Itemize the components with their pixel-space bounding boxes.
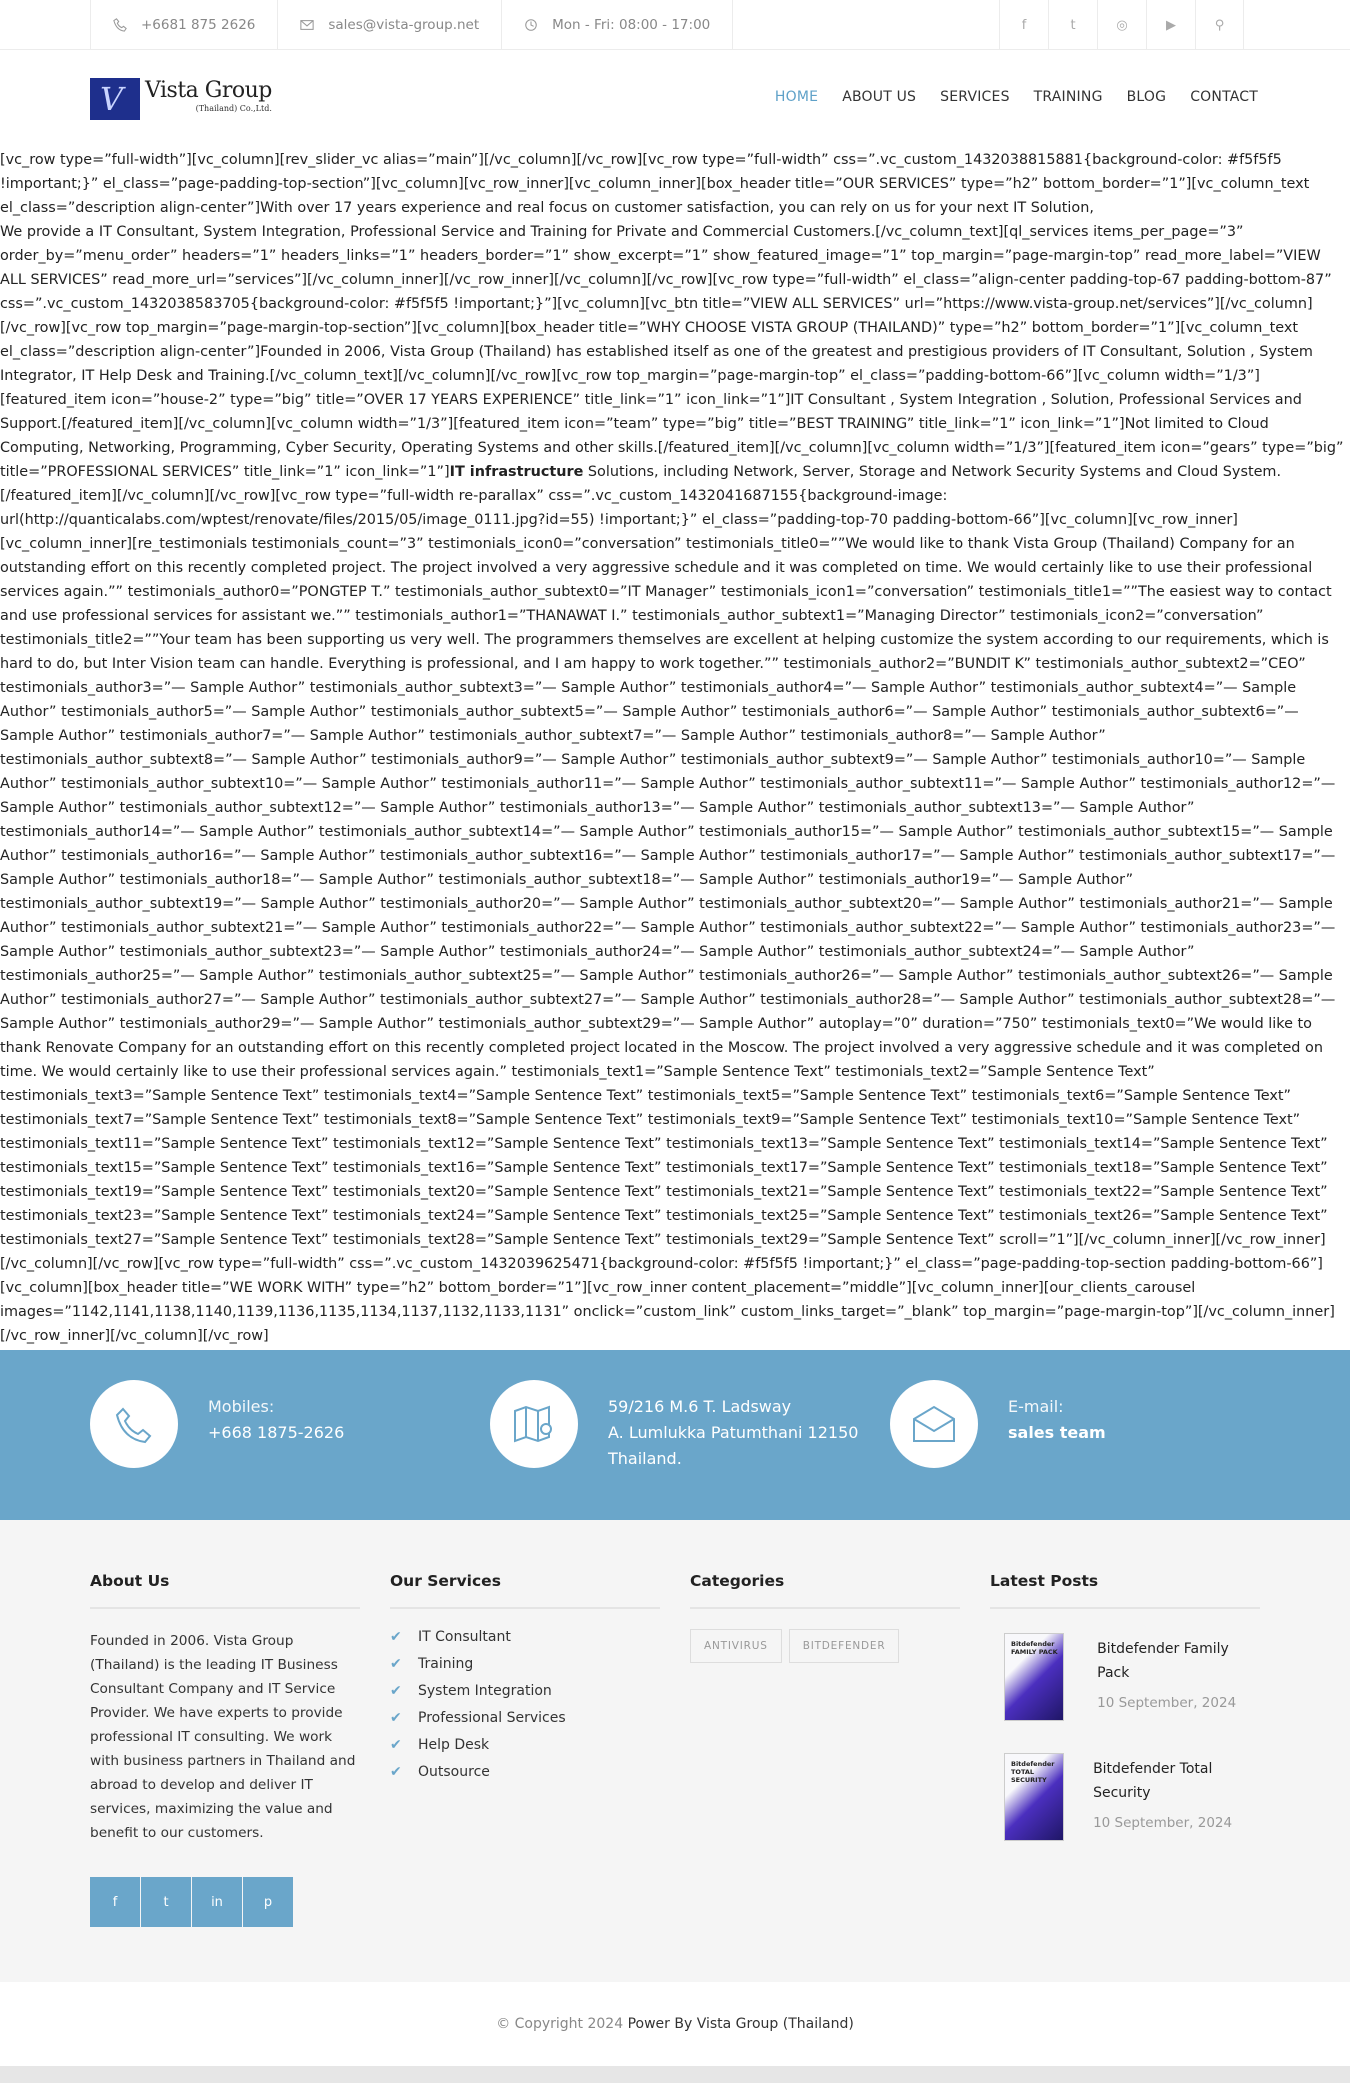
categories-heading: Categories xyxy=(690,1572,960,1609)
post-thumbnail[interactable] xyxy=(990,1749,1071,1847)
envelope-icon xyxy=(300,18,314,32)
email-label: E-mail: xyxy=(1008,1397,1064,1416)
pinterest-icon[interactable]: p xyxy=(243,1877,293,1927)
copyright-prefix: © Copyright 2024 xyxy=(496,2016,624,2032)
topbar-phone-text: +6681 875 2626 xyxy=(141,17,256,33)
youtube-icon[interactable]: ▶ xyxy=(1146,0,1195,50)
copyright-bar xyxy=(0,1982,1350,2066)
product-box-text: Bitdefender FAMILY PACK xyxy=(1011,1640,1058,1656)
service-item[interactable] xyxy=(390,1764,660,1780)
service-label: System Integration xyxy=(418,1683,552,1699)
product-box-image xyxy=(1004,1633,1064,1721)
contact-mobile-text xyxy=(208,1394,344,1468)
copyright-owner-link[interactable]: Power By Vista Group (Thailand) xyxy=(627,2016,854,2032)
twitter-icon[interactable]: t xyxy=(1048,0,1097,50)
top-bar xyxy=(0,0,1350,50)
raw-bold-text: IT infrastructure xyxy=(449,464,584,480)
topbar-phone[interactable] xyxy=(90,0,277,50)
topbar-hours xyxy=(501,0,733,50)
mobile-label: Mobiles: xyxy=(208,1397,275,1416)
twitter-icon[interactable]: t xyxy=(141,1877,191,1927)
address-line3: Thailand. xyxy=(608,1449,682,1468)
nav-blog[interactable]: BLOG xyxy=(1126,89,1167,105)
product-box-image xyxy=(1004,1753,1064,1841)
logo-text xyxy=(145,78,272,113)
category-tags xyxy=(690,1629,960,1663)
phone-icon xyxy=(113,18,127,32)
check-icon: ✔ xyxy=(390,1764,402,1780)
footer-latest-posts xyxy=(990,1572,1260,1869)
footer-services xyxy=(390,1572,660,1791)
contact-address-text xyxy=(608,1394,858,1472)
product-box-text: Bitdefender TOTAL SECURITY xyxy=(1011,1760,1055,1784)
clock-icon xyxy=(524,18,538,32)
main-nav xyxy=(775,89,1258,105)
post-thumbnail[interactable] xyxy=(990,1629,1075,1727)
address-line2: A. Lumlukka Patumthani 12150 xyxy=(608,1423,859,1442)
check-icon: ✔ xyxy=(390,1737,402,1753)
raw-text-part1: [vc_row type=”full-width”][vc_column][rev_slider_vc alias=”main”][/vc_column][/vc_row][vc_row type=”full-width” css=”.vc_custom_1432038815881{background-color: #f5f5f5 !important;}” el_class=”page-padding-top-section”][vc_column][vc_row_inner][vc_column_inner][box_header title=”OUR SERVICES” type=”h2” bottom_border=”1”][vc_column_text el_class=”description align-center”]With over 17 years experience and real focus on customer satisfaction, you can rely on us for your next IT Solution, We provide a IT Consultant, System Integration, Professional Service and Training for Private and Commercial Customers.[/vc_column_text][ql_services items_per_page=”3” order_by=”menu_order” headers=”1” headers_links=”1” headers_border=”1” show_excerpt=”1” show_featured_image=”1” top_margin=”page-margin-top” read_more_label=”VIEW ALL SERVICES” read_more_url=”services”][/vc_column_inner][/vc_row_inner][/vc_column][/vc_row][vc_row type=”full-width” el_class=”align-center padding-top-67 padding-bottom-87” css=”.vc_custom_1432038583705{background-color: #f5f5f5 !important;}”][vc_column][vc_btn title=”VIEW ALL SERVICES” url=”https://www.vista-group.net/services”][/vc_column][/vc_row][vc_row top_margin=”page-margin-top-section”][vc_column][box_header title=”WHY CHOOSE VISTA GROUP (THAILAND)” type=”h2” bottom_border=”1”][vc_column_text el_class=”description align-center”]Founded in 2006, Vista Group (Thailand) has established itself as one of the greatest and prestigious providers of IT Consultant, Solution , System Integrator, IT Help Desk and Training.[/vc_column_text][/vc_column][/vc_row][vc_row top_margin=”page-margin-top” el_class=”padding-bottom-66”][vc_column width=”1/3”][featured_item icon=”house-2” type=”big” title=”OVER 17 YEARS EXPERIENCE” title_link=”1” icon_link=”1”]IT Consultant , System Integration , Solution, Professional Services and Support.[/featured_item][/vc_column][vc_column width=”1/3”][featured_item icon=”team” type=”big” title=”BEST TRAINING” title_link=”1” icon_link=”1”]Not limited to Cloud Computing, Networking, Programming, Cyber Security, Operating Systems and other skills.[/featured_item][/vc_column][vc_column width=”1/3”][featured_item icon=”gears” type=”big” title=”PROFESSIONAL SERVICES” title_link=”1” icon_link=”1”] xyxy=(0,152,1344,480)
address-line1: 59/216 M.6 T. Ladsway xyxy=(608,1397,792,1416)
latest-posts-heading: Latest Posts xyxy=(990,1572,1260,1609)
raw-shortcode-content xyxy=(0,148,1350,1350)
services-heading: Our Services xyxy=(390,1572,660,1609)
service-label: Help Desk xyxy=(418,1737,490,1753)
contact-address xyxy=(490,1380,858,1472)
contact-strip xyxy=(90,0,733,50)
footer-categories xyxy=(690,1572,960,1663)
about-text: Founded in 2006. Vista Group (Thailand) is the leading IT Business Consultant Company and IT Service Provider. We have experts to provide professional IT consulting. We work with business partners in Thailand and abroad to develop and deliver IT services, maximizing the value and benefit to our customers. xyxy=(90,1633,356,1841)
service-item[interactable] xyxy=(390,1656,660,1672)
service-item[interactable] xyxy=(390,1737,660,1753)
search-icon[interactable]: ⚲ xyxy=(1195,0,1244,50)
contact-mobile xyxy=(90,1380,344,1468)
logo-subtitle: (Thailand) Co.,Ltd. xyxy=(195,104,272,113)
logo-title: Vista Group xyxy=(145,78,272,103)
facebook-icon[interactable]: f xyxy=(90,1877,140,1927)
post-item[interactable] xyxy=(990,1749,1260,1847)
topbar-email-text: sales@vista-group.net xyxy=(328,17,480,33)
logo[interactable] xyxy=(90,78,272,120)
post-info xyxy=(1097,1637,1260,1727)
post-info xyxy=(1093,1757,1260,1847)
instagram-icon[interactable]: ◎ xyxy=(1097,0,1146,50)
contact-email-text xyxy=(1008,1394,1106,1468)
service-item[interactable] xyxy=(390,1629,660,1645)
email-link[interactable]: sales team xyxy=(1008,1423,1106,1442)
mobile-value[interactable]: +668 1875-2626 xyxy=(208,1423,345,1442)
service-item[interactable] xyxy=(390,1683,660,1699)
contact-email xyxy=(890,1380,1106,1468)
service-label: Outsource xyxy=(418,1764,490,1780)
service-label: Training xyxy=(418,1656,474,1672)
service-item[interactable] xyxy=(390,1710,660,1726)
footer-widgets xyxy=(0,1520,1350,1982)
phone-icon xyxy=(90,1380,178,1468)
contact-band xyxy=(0,1350,1350,1520)
check-icon: ✔ xyxy=(390,1683,402,1699)
post-date: 10 September, 2024 xyxy=(1093,1815,1233,1831)
nav-about-us[interactable]: ABOUT US xyxy=(842,89,917,105)
nav-contact[interactable]: CONTACT xyxy=(1190,89,1258,105)
header xyxy=(0,50,1350,148)
check-icon: ✔ xyxy=(390,1629,402,1645)
facebook-icon[interactable]: f xyxy=(999,0,1048,50)
post-title[interactable]: Bitdefender Total Security xyxy=(1093,1761,1213,1801)
service-label: IT Consultant xyxy=(418,1629,511,1645)
about-heading: About Us xyxy=(90,1572,360,1609)
category-tag-antivirus[interactable]: ANTIVIRUS xyxy=(690,1629,782,1663)
bottom-strip xyxy=(0,2066,1350,2083)
service-label: Professional Services xyxy=(418,1710,566,1726)
topbar-hours-text: Mon - Fri: 08:00 - 17:00 xyxy=(552,17,711,33)
raw-text-part2: Solutions, including Network, Server, Storage and Network Security Systems and Cloud System.[/featured_item][/vc_column][/vc_row][vc_row type=”full-width re-parallax” css=”.vc_custom_1432041687155{background-image: url(http://quanticalabs.com/wptest/renovate/files/2015/05/image_0111.jpg?id=55) !important;}” el_class=”padding-top-70 padding-bottom-66”][vc_column][vc_row_inner][vc_column_inner][re_testimonials testimonials_count=”3” testimonials_icon0=”conversation” testimonials_title0=””We would like to thank Vista Group (Thailand) Company for an outstanding effort on this recently completed project. The project involved a very aggressive schedule and it was completed on time. We would certainly like to use their professional services again.”” testimonials_author0=”PONGTEP T.” testimonials_author_subtext0=”IT Manager” testimonials_icon1=”conversation” testimonials_title1=””The easiest way to contact and use professional services for assistant we.”” testimonials_author1=”THANAWAT I.” testimonials_author_subtext1=”Managing Director” testimonials_icon2=”conversation” testimonials_title2=””Your team has been supporting us very well. The programmers themselves are excellent at helping customize the system according to our requirements, which is hard to do, but Inter Vision team can handle. Everything is professional, and I am happy to work together.”” testimonials_author2=”BUNDIT K” testimonials_author_subtext2=”CEO” testimonials_author3=”— Sample Author” testimonials_author_subtext3=”— Sample Author” testimonials_author4=”— Sample Author” testimonials_author_subtext4=”— Sample Author” testimonials_author5=”— Sample Author” testimonials_author_subtext5=”— Sample Author” testimonials_author6=”— Sample Author” testimonials_author_subtext6=”— Sample Author” testimonials_author7=”— Sample Author” testimonials_author_subtext7=”— Sample Author” testimonials_author8=”— Sample Author” testimonials_author_subtext8=”— Sample Author” testimonials_author9=”— Sample Author” testimonials_author_subtext9=”— Sample Author” testimonials_author10=”— Sample Author” testimonials_author_subtext10=”— Sample Author” testimonials_author11=”— Sample Author” testimonials_author_subtext11=”— Sample Author” testimonials_author12=”— Sample Author” testimonials_author_subtext12=”— Sample Author” testimonials_author13=”— Sample Author” testimonials_author_subtext13=”— Sample Author” testimonials_author14=”— Sample Author” testimonials_author_subtext14=”— Sample Author” testimonials_author15=”— Sample Author” testimonials_author_subtext15=”— Sample Author” testimonials_author16=”— Sample Author” testimonials_author_subtext16=”— Sample Author” testimonials_author17=”— Sample Author” testimonials_author_subtext17=”— Sample Author” testimonials_author18=”— Sample Author” testimonials_author_subtext18=”— Sample Author” testimonials_author19=”— Sample Author” testimonials_author_subtext19=”— Sample Author” testimonials_author20=”— Sample Author” testimonials_author_subtext20=”— Sample Author” testimonials_author21=”— Sample Author” testimonials_author_subtext21=”— Sample Author” testimonials_author22=”— Sample Author” testimonials_author_subtext22=”— Sample Author” testimonials_author23=”— Sample Author” testimonials_author_subtext23=”— Sample Author” testimonials_author24=”— Sample Author” testimonials_author_subtext24=”— Sample Author” testimonials_author25=”— Sample Author” testimonials_author_subtext25=”— Sample Author” testimonials_author26=”— Sample Author” testimonials_author_subtext26=”— Sample Author” testimonials_author27=”— Sample Author” testimonials_author_subtext27=”— Sample Author” testimonials_author28=”— Sample Author” testimonials_author_subtext28=”— Sample Author” testimonials_author29=”— Sample Author” testimonials_author_subtext29=”— Sample Author” autoplay=”0” duration=”750” testimonials_text0=”We would like to thank Renovate Company for an outstanding effort on this recently completed project located in the Moscow. The project involved a very aggressive schedule and it was completed on time. We would certainly like to use their professional services again.” testimonials_text1=”Sample Sentence Text” testimonials_text2=”Sample Sentence Text” testimonials_text3=”Sample Sentence Text” testimonials_text4=”Sample Sentence Text” testimonials_text5=”Sample Sentence Text” testimonials_text6=”Sample Sentence Text” testimonials_text7=”Sample Sentence Text” testimonials_text8=”Sample Sentence Text” testimonials_text9=”Sample Sentence Text” testimonials_text10=”Sample Sentence Text” testimonials_text11=”Sample Sentence Text” testimonials_text12=”Sample Sentence Text” testimonials_text13=”Sample Sentence Text” testimonials_text14=”Sample Sentence Text” testimonials_text15=”Sample Sentence Text” testimonials_text16=”Sample Sentence Text” testimonials_text17=”Sample Sentence Text” testimonials_text18=”Sample Sentence Text” testimonials_text19=”Sample Sentence Text” testimonials_text20=”Sample Sentence Text” testimonials_text21=”Sample Sentence Text” testimonials_text22=”Sample Sentence Text” testimonials_text23=”Sample Sentence Text” testimonials_text24=”Sample Sentence Text” testimonials_text25=”Sample Sentence Text” testimonials_text26=”Sample Sentence Text” testimonials_text27=”Sample Sentence Text” testimonials_text28=”Sample Sentence Text” testimonials_text29=”Sample Sentence Text” scroll=”1”][/vc_column_inner][/vc_row_inner][/vc_column][/vc_row][vc_row type=”full-width” css=”.vc_custom_1432039625471{background-color: #f5f5f5 !important;}” el_class=”page-padding-top-section padding-bottom-66”][vc_column][box_header title=”WE WORK WITH” type=”h2” bottom_border=”1”][vc_row_inner content_placement=”middle”][vc_column_inner][our_clients_carousel images=”1142,1141,1138,1140,1139,1136,1135,1134,1137,1132,1133,1131” onclick=”custom_link” custom_links_target=”_blank” top_margin=”page-margin-top”][/vc_column_inner][/vc_row_inner][/vc_column][/vc_row] xyxy=(0,464,1336,1344)
services-list xyxy=(390,1629,660,1780)
check-icon: ✔ xyxy=(390,1656,402,1672)
post-title[interactable]: Bitdefender Family Pack xyxy=(1097,1641,1229,1681)
nav-services[interactable]: SERVICES xyxy=(940,89,1010,105)
topbar-social xyxy=(999,0,1244,50)
post-item[interactable] xyxy=(990,1629,1260,1727)
nav-home[interactable]: HOME xyxy=(774,89,819,105)
nav-training[interactable]: TRAINING xyxy=(1033,89,1103,105)
map-icon xyxy=(490,1380,578,1468)
check-icon: ✔ xyxy=(390,1710,402,1726)
category-tag-bitdefender[interactable]: BITDEFENDER xyxy=(789,1629,900,1663)
logo-mark-icon: V xyxy=(90,78,140,120)
linkedin-icon[interactable]: in xyxy=(192,1877,242,1927)
topbar-email[interactable] xyxy=(277,0,501,50)
post-date: 10 September, 2024 xyxy=(1097,1695,1237,1711)
footer-social xyxy=(90,1877,360,1927)
footer-about xyxy=(90,1572,360,1927)
envelope-icon xyxy=(890,1380,978,1468)
